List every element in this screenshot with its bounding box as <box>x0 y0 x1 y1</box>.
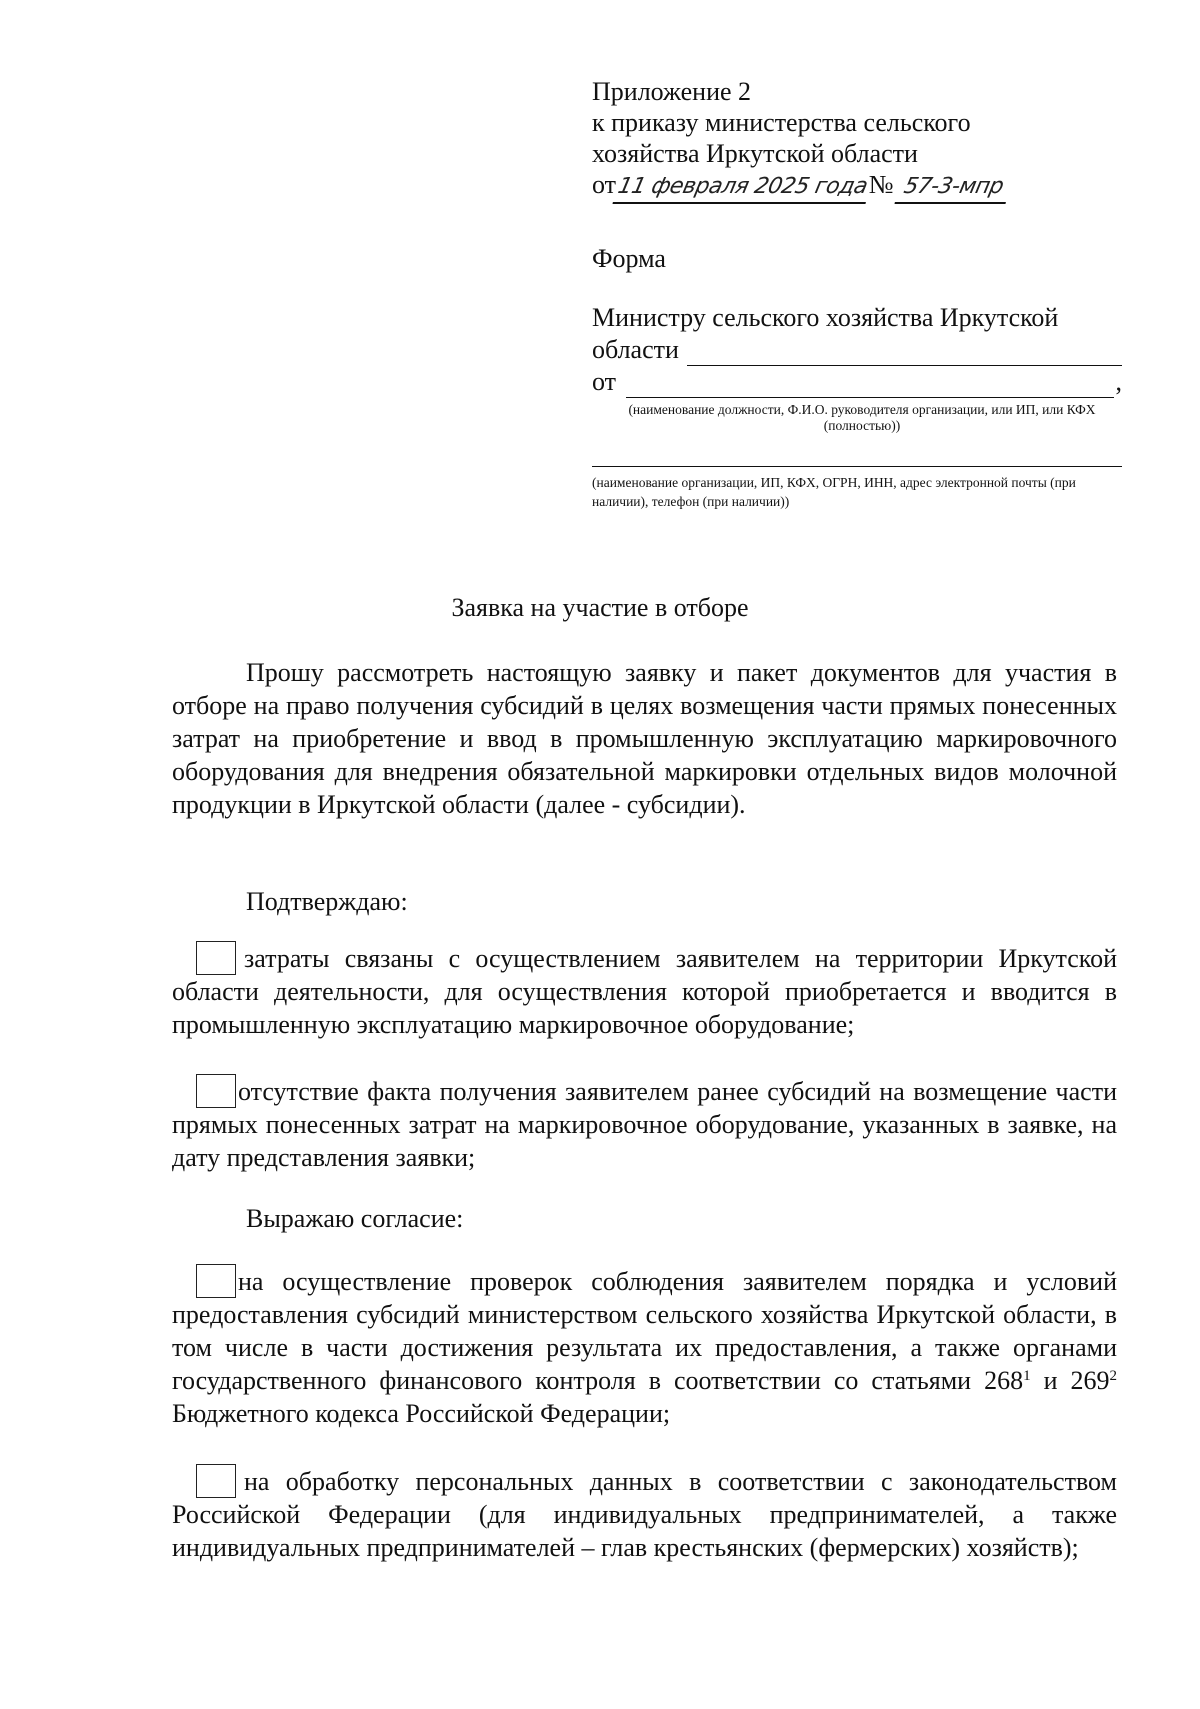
consent-checkbox-1[interactable] <box>196 1264 236 1298</box>
consent-item-1-end: Бюджетного кодекса Российской Федерации; <box>172 1399 671 1428</box>
confirm-heading: Подтверждаю: <box>246 887 408 916</box>
confirm-item-1 <box>172 941 1117 1041</box>
organization-details-hint: (наименование организации, ИП, КФХ, ОГРН, ИНН, адрес электронной почты (при наличии), телефон (при наличии)) <box>592 475 1076 509</box>
from-comma: , <box>1115 367 1122 396</box>
addressee-line1 <box>592 302 1122 334</box>
order-reference-line1: к приказу министерства сельского <box>592 108 971 137</box>
applicant-name-blank-field[interactable] <box>626 371 1113 398</box>
from-label: от <box>592 367 617 396</box>
appendix-header <box>592 76 1132 204</box>
applicant-name-hint: (наименование должности, Ф.И.О. руководителя организации, или ИП, или КФХ (полностью)) <box>628 402 1096 433</box>
consent-checkbox-2[interactable] <box>196 1464 236 1498</box>
order-date-number-line <box>592 169 1132 204</box>
consent-sup-1: 1 <box>1023 1368 1031 1384</box>
intro-paragraph: Прошу рассмотреть настоящую заявку и пакет документов для участия в отборе на право получения субсидий в целях возмещения части прямых понесенных затрат на приобретение и ввод в промышленную эксплуатацию маркировочного оборудования для внедрения обязательной маркировки отдельных видов молочной продукции в Иркутской области (далее - субсидии). <box>172 658 1117 819</box>
addressee-text2: области <box>592 335 679 364</box>
appendix-label: Приложение 2 <box>592 77 752 106</box>
order-reference-line2: хозяйства Иркутской области <box>592 139 918 168</box>
organization-details-blank-field[interactable] <box>592 434 1122 467</box>
number-prefix: № <box>868 170 894 199</box>
consent-item-2 <box>172 1464 1117 1564</box>
consent-item-1 <box>172 1264 1117 1430</box>
consent-item-2-text: на обработку персональных данных в соответствии с законодательством Российской Федерации (для индивидуальных предпринимателей, а также индивидуальных предпринимателей – глав крестьянских (фермерских) хозяйств); <box>172 1467 1117 1562</box>
consent-item-1-text: на осуществление проверок соблюдения заявителем порядка и условий предоставления субсидий министерством сельского хозяйства Иркутской области, в том числе в части достижения результата их предоставления, а также органами государственного финансового контроля в соответствии со статьями 268 <box>172 1267 1117 1395</box>
handwritten-order-number: 57-3-мпр <box>894 171 1012 204</box>
handwritten-date: 11 февраля 2025 года <box>613 171 873 204</box>
addressee-text1: Министру сельского хозяйства Иркутской <box>592 303 1059 332</box>
consent-item-1-mid: и 269 <box>1030 1366 1110 1395</box>
addressee-line2 <box>592 334 1122 366</box>
from-line <box>592 366 1122 398</box>
consent-heading: Выражаю согласие: <box>246 1204 464 1233</box>
addressee-block <box>592 302 1122 511</box>
document-title: Заявка на участие в отборе <box>451 593 749 622</box>
confirm-checkbox-1[interactable] <box>196 941 236 975</box>
confirm-item-1-text: затраты связаны с осуществлением заявителем на территории Иркутской области деятельности, для осуществления которой приобретается и вводится в промышленную эксплуатацию маркировочное оборудование; <box>172 944 1117 1039</box>
date-prefix: от <box>592 170 617 199</box>
form-label: Форма <box>592 244 666 273</box>
confirm-checkbox-2[interactable] <box>196 1074 236 1108</box>
confirm-item-2 <box>172 1074 1117 1174</box>
region-blank-field[interactable] <box>687 339 1122 366</box>
confirm-item-2-text: отсутствие факта получения заявителем ранее субсидий на возмещение части прямых понесенных затрат на маркировочное оборудование, указанных в заявке, на дату представления заявки; <box>172 1077 1117 1172</box>
consent-sup-2: 2 <box>1109 1368 1117 1384</box>
